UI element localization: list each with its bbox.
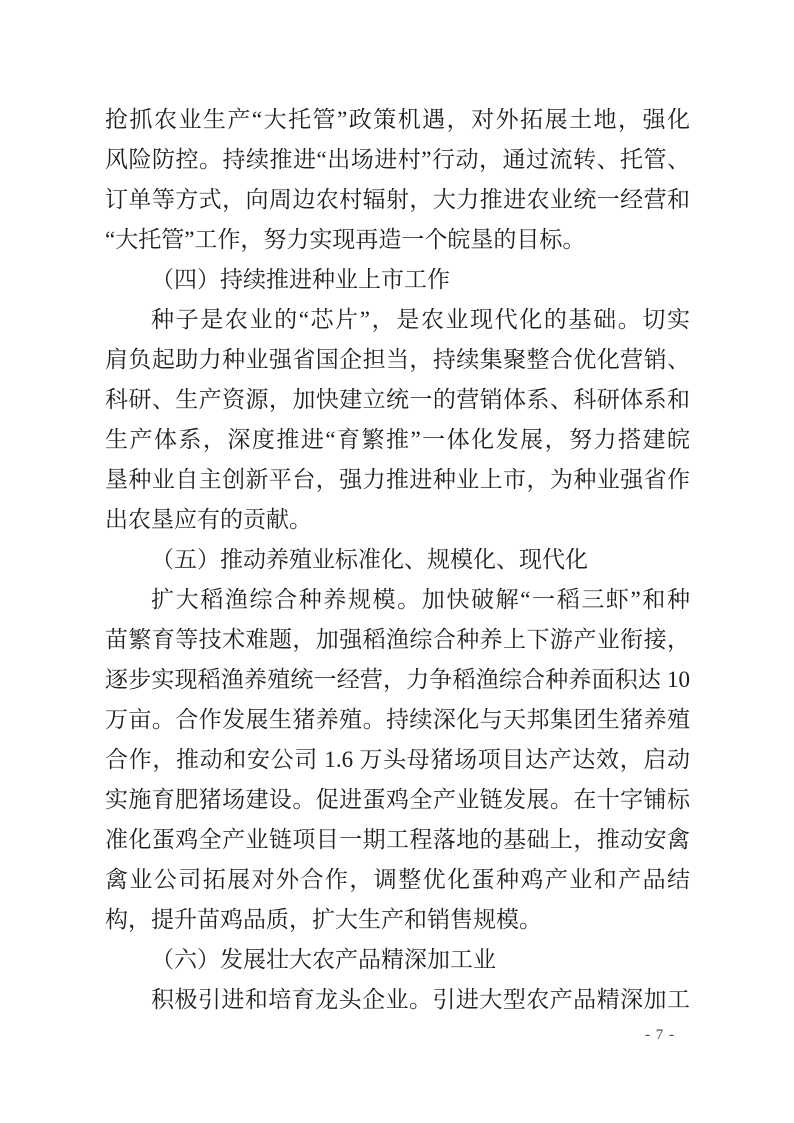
text-line: 种子是农业的“芯片”，是农业现代化的基础。切实 [151,307,690,332]
text-line: 逐步实现稻渔养殖统一经营，力争稻渔综合种养面积达 10 [105,667,690,692]
text-line: 合作，推动和安公司 1.6 万头母猪场项目达产达效，启动 [105,747,690,772]
text-line: 生产体系，深度推进“育繁推”一体化发展，努力搭建皖 [105,427,690,452]
text-line: 禽业公司拓展对外合作，调整优化蛋种鸡产业和产品结 [105,867,690,892]
text-line: “大托管”工作，努力实现再造一个皖垦的目标。 [105,227,586,252]
text-line: 万亩。合作发展生猪养殖。持续深化与天邦集团生猪养殖 [105,707,690,732]
text-line: 抢抓农业生产“大托管”政策机遇，对外拓展土地，强化 [105,107,690,132]
text-line: 肩负起助力种业强省国企担当，持续集聚整合优化营销、 [105,347,690,372]
section-heading-4: （四）持续推进种业上市工作 [151,267,450,292]
text-line: 出农垦应有的贡献。 [105,507,312,532]
text-line: 构，提升苗鸡品质，扩大生产和销售规模。 [105,907,542,932]
text-line: 苗繁育等技术难题，加强稻渔综合种养上下游产业衔接， [105,627,690,652]
section-heading-6: （六）发展壮大农产品精深加工业 [151,947,496,972]
text-line: 积极引进和培育龙头企业。引进大型农产品精深加工 [151,987,690,1012]
text-line: 垦种业自主创新平台，强力推进种业上市，为种业强省作 [105,467,690,492]
text-line: 扩大稻渔综合种养规模。加快破解“一稻三虾”和种 [151,587,690,612]
text-line: 风险防控。持续推进“出场进村”行动，通过流转、托管、 [105,147,690,172]
document-body [105,100,690,1020]
text-line: 实施育肥猪场建设。促进蛋鸡全产业链发展。在十字铺标 [105,787,690,812]
section-heading-5: （五）推动养殖业标准化、规模化、现代化 [151,547,588,572]
text-line: 科研、生产资源，加快建立统一的营销体系、科研体系和 [105,387,690,412]
text-line: 准化蛋鸡全产业链项目一期工程落地的基础上，推动安禽 [105,827,690,852]
page-number: - 7 - [645,1027,675,1043]
text-line: 订单等方式，向周边农村辐射，大力推进农业统一经营和 [105,187,690,212]
